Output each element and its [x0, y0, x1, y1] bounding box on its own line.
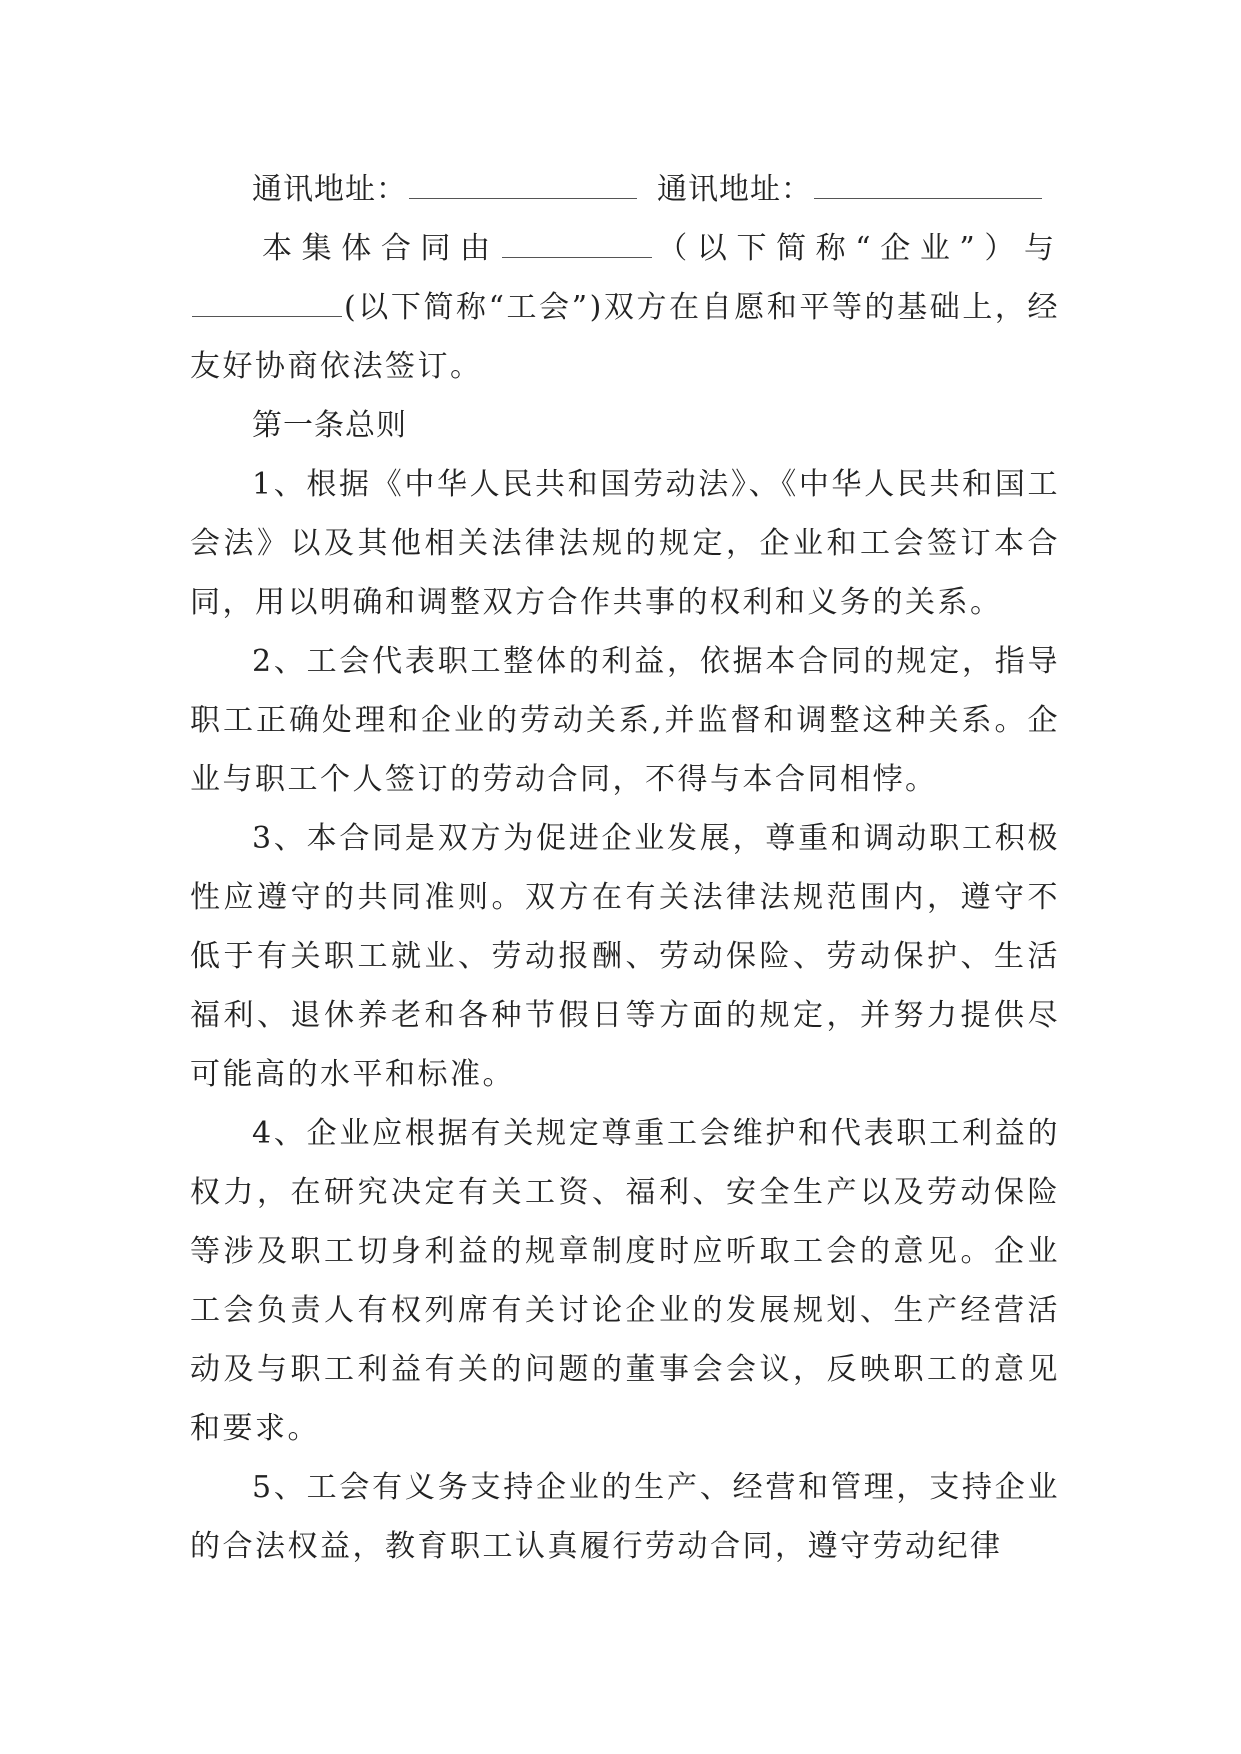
clause-2: 2、工会代表职工整体的利益，依据本合同的规定，指导职工正确处理和企业的劳动关系,并监督和调整这种关系。企业与职工个人签订的劳动合同，不得与本合同相悖。: [190, 644, 1060, 797]
address-blank-party-a: [409, 168, 637, 199]
clause-3: 3、本合同是双方为促进企业发展，尊重和调动职工积极性应遵守的共同准则。双方在有关法律法规范围内，遵守不低于有关职工就业、劳动报酬、劳动保险、劳动保护、生活福利、退休养老和各种节假日等方面的规定，并努力提供尽可能高的水平和标准。: [190, 821, 1060, 1092]
address-label-party-b: 通讯地址：: [657, 172, 812, 207]
address-line: [190, 160, 1060, 219]
clause-5: 5、工会有义务支持企业的生产、经营和管理，支持企业的合法权益，教育职工认真履行劳动合同，遵守劳动纪律: [190, 1470, 1060, 1564]
clause-4: 4、企业应根据有关规定尊重工会维护和代表职工利益的权力，在研究决定有关工资、福利、安全生产以及劳动保险等涉及职工切身利益的规章制度时应听取工会的意见。企业工会负责人有权列席有关讨论企业的发展规划、生产经营活动及与职工利益有关的问题的董事会会议，反映职工的意见和要求。: [190, 1116, 1060, 1446]
intro-paragraph: 本集体合同由 （以下简称“企业”）与(以下简称“工会”)双方在自愿和平等的基础上，经友好协商依法签订。: [190, 219, 1060, 396]
address-label-party-a: 通讯地址：: [252, 172, 407, 207]
article-1-title: 第一条总则: [252, 408, 407, 443]
address-blank-party-b: [814, 168, 1042, 199]
document-body: [190, 160, 1060, 1576]
union-name-blank: [192, 286, 342, 317]
enterprise-name-blank: [502, 227, 652, 258]
clause-1: 1、根据《中华人民共和国劳动法》、《中华人民共和国工会法》以及其他相关法律法规的规定，企业和工会签订本合同，用以明确和调整双方合作共事的权利和义务的关系。: [190, 467, 1060, 620]
